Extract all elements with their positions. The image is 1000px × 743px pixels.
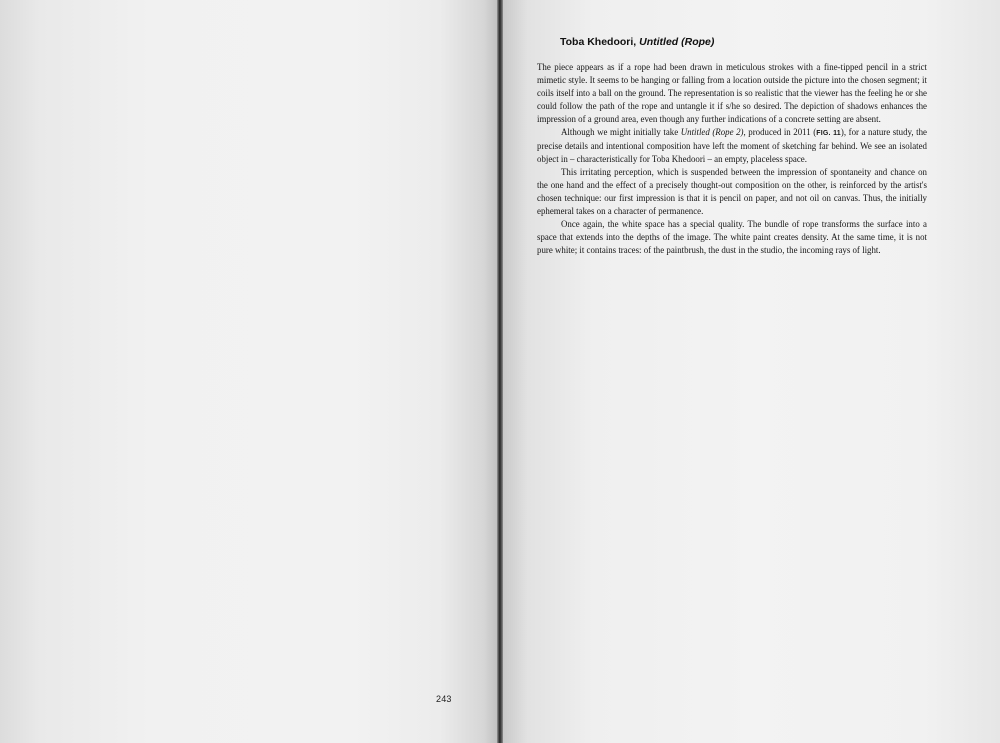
section-heading xyxy=(560,36,714,48)
body-text xyxy=(537,61,927,257)
paragraph-4: Once again, the white space has a special quality. The bundle of rope transforms the surface into a space that extends into the depths of the image. The white paint creates density. At the same time, it is not pure white; it contains traces: of the paintbrush, the dust in the studio, the incoming rays of light. xyxy=(537,218,927,255)
heading-title: Untitled (Rope) xyxy=(639,36,715,48)
paragraph-2 xyxy=(537,126,927,167)
paragraph-2-before: Although we might initially take xyxy=(561,126,681,137)
artwork-title: Untitled (Rope 2) xyxy=(680,126,744,137)
right-page xyxy=(503,0,1000,743)
heading-author: Toba Khedoori, xyxy=(560,36,637,48)
paragraph-2-after: ), for a nature study, the precise details and intentional composition have left the moment of sketching far behind. We see an isolated object in – characteristically for Toba Khedoori – an empty, placeless space. xyxy=(537,126,927,165)
paragraph-1: The piece appears as if a rope had been drawn in meticulous strokes with a fine-tipped pencil in a strict mimetic style. It seems to be hanging or falling from a location outside the picture into the chosen segment; it coils itself into a ball on the ground. The representation is so realistic that the viewer has the feeling he or she could follow the path of the rope and untangle it if s/he so desired. The depiction of shadows enhances the impression of a ground area, even though any further indications of a concrete setting are absent. xyxy=(537,62,927,124)
figure-reference: FIG. 11 xyxy=(816,129,841,137)
paragraph-3: This irritating perception, which is suspended between the impression of spontaneity and chance on the one hand and the effect of a precisely thought-out composition on the other, is reinforced by the artist's chosen technique: our first impression is that it is pencil on paper, and not oil on canvas. Thus, the initially ephemeral takes on a character of permanence. xyxy=(537,167,927,216)
paragraph-2-middle: , produced in 2011 ( xyxy=(743,126,817,137)
page-number: 243 xyxy=(436,694,452,704)
left-page xyxy=(0,0,499,743)
